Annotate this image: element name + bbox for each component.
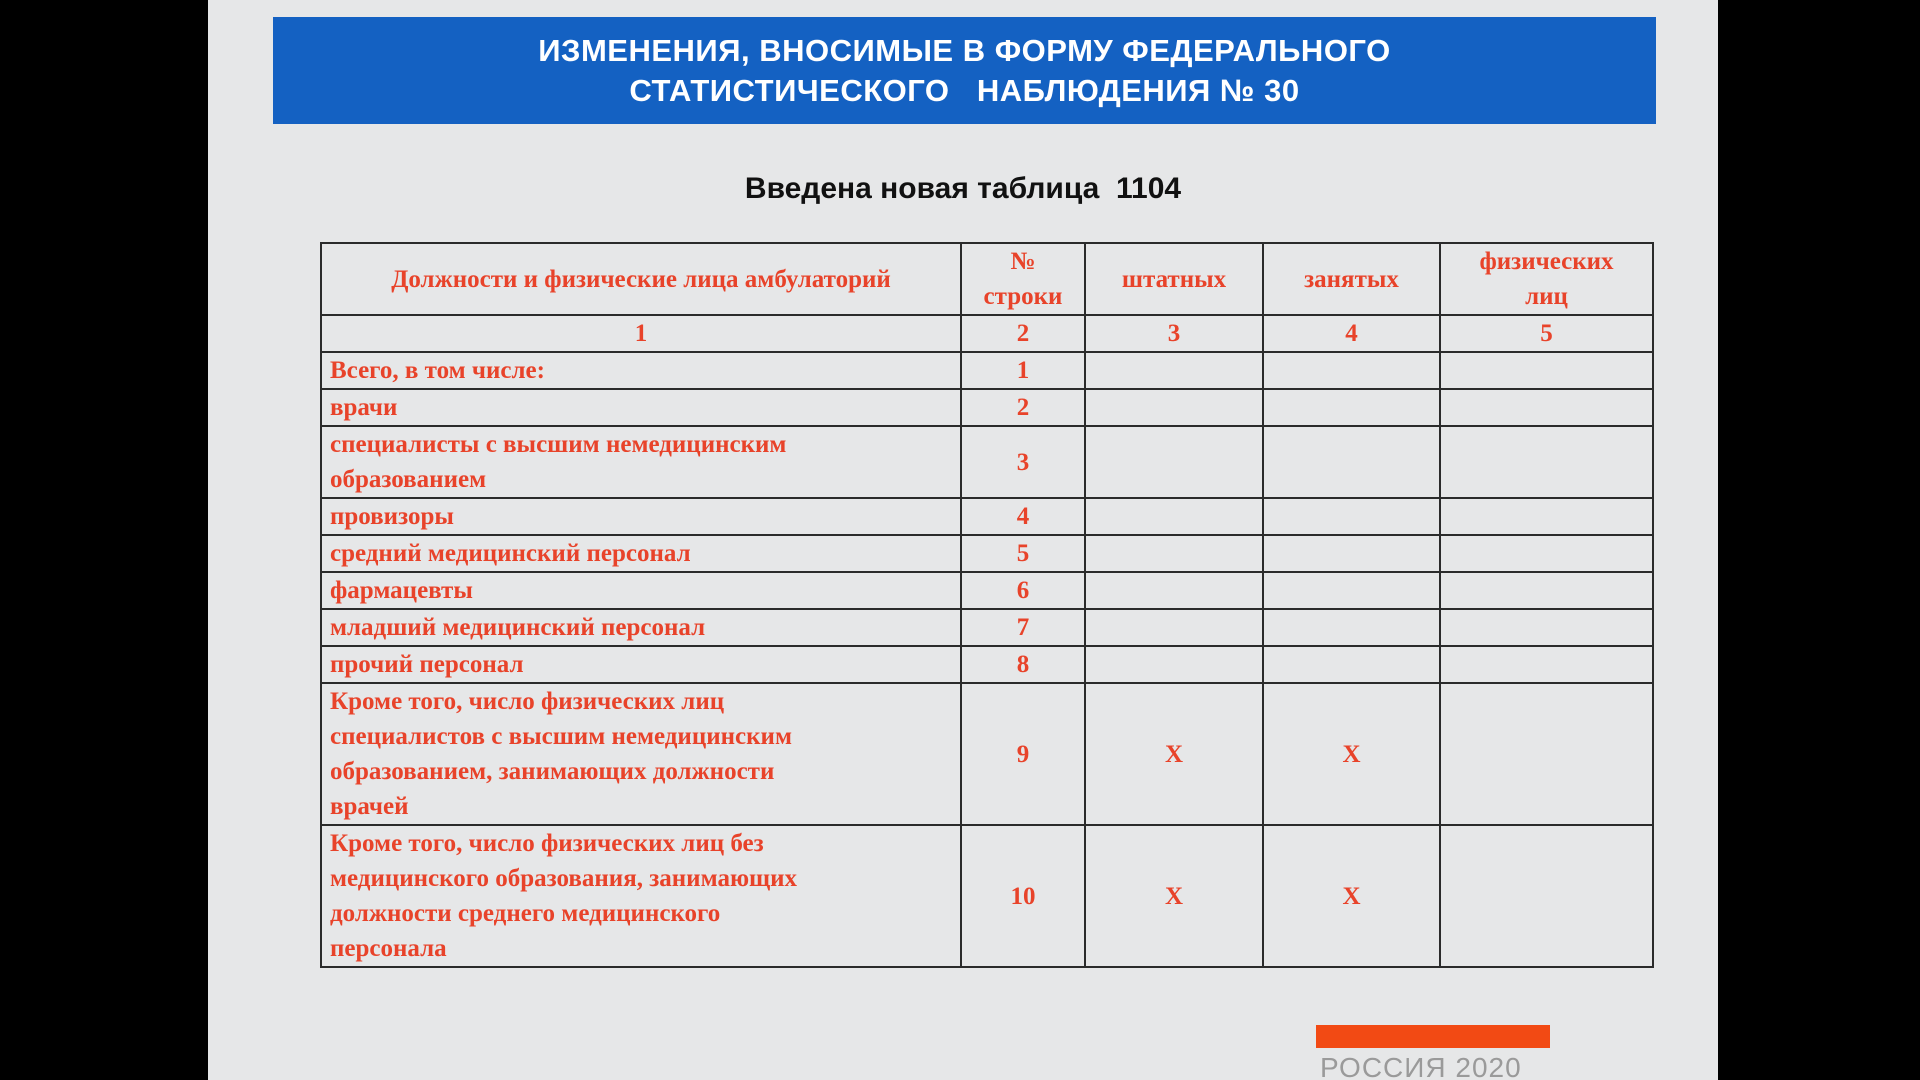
row-label-line: должности среднего медицинского (330, 900, 721, 927)
cell-individuals (1440, 825, 1653, 967)
cell-occupied (1263, 646, 1440, 683)
cell-staff (1085, 498, 1263, 535)
row-label-line: Кроме того, число физических лиц без (330, 830, 764, 857)
cell-staff (1085, 572, 1263, 609)
cell-individuals (1440, 389, 1653, 426)
table-row (321, 498, 1653, 535)
row-label: средний медицинский персонал (321, 535, 961, 572)
row-label-line: специалистов с высшим немедицинским (330, 723, 792, 750)
header-individuals-line-1: физических (1479, 248, 1614, 275)
row-number: 3 (961, 426, 1085, 498)
footer-label: РОССИЯ 2020 (1320, 1052, 1522, 1080)
cell-occupied (1263, 426, 1440, 498)
cell-occupied (1263, 352, 1440, 389)
header-title-line-2: СТАТИСТИЧЕСКОГО НАБЛЮДЕНИЯ № 30 (629, 72, 1300, 108)
row-number: 7 (961, 609, 1085, 646)
table-row (321, 683, 1653, 825)
header-row-number-line-2: строки (983, 283, 1063, 310)
row-label (321, 825, 961, 967)
header-individuals-line-2: лиц (1525, 283, 1568, 310)
cell-staff (1085, 352, 1263, 389)
header-occupied: занятых (1263, 243, 1440, 315)
header-staff: штатных (1085, 243, 1263, 315)
row-number: 10 (961, 825, 1085, 967)
row-label: Всего, в том числе: (321, 352, 961, 389)
row-label-line: специалисты с высшим немедицинским (330, 431, 787, 458)
table-row (321, 609, 1653, 646)
cell-individuals (1440, 535, 1653, 572)
footer-accent-bar (1316, 1025, 1550, 1048)
table-row (321, 426, 1653, 498)
row-label-line: медицинского образования, занимающих (330, 865, 798, 892)
column-number: 5 (1440, 315, 1653, 352)
row-label (321, 426, 961, 498)
header-row-number (961, 243, 1085, 315)
cell-staff (1085, 426, 1263, 498)
table-row (321, 352, 1653, 389)
table-row (321, 646, 1653, 683)
row-label: врачи (321, 389, 961, 426)
row-number: 9 (961, 683, 1085, 825)
cell-occupied (1263, 535, 1440, 572)
row-label: провизоры (321, 498, 961, 535)
header-positions: Должности и физические лица амбулаторий (321, 243, 961, 315)
cell-staff (1085, 389, 1263, 426)
cell-staff (1085, 535, 1263, 572)
cell-staff: X (1085, 683, 1263, 825)
cell-staff (1085, 609, 1263, 646)
row-number: 5 (961, 535, 1085, 572)
column-number: 3 (1085, 315, 1263, 352)
table-column-number-row (321, 315, 1653, 352)
row-label-line: Кроме того, число физических лиц (330, 688, 725, 715)
cell-individuals (1440, 498, 1653, 535)
table-row (321, 535, 1653, 572)
column-number: 1 (321, 315, 961, 352)
header-individuals (1440, 243, 1653, 315)
cell-individuals (1440, 646, 1653, 683)
table-row (321, 572, 1653, 609)
column-number: 4 (1263, 315, 1440, 352)
slide (208, 0, 1718, 1080)
header-row-number-line-1: № (1010, 248, 1036, 275)
cell-individuals (1440, 572, 1653, 609)
row-label: прочий персонал (321, 646, 961, 683)
row-label: фармацевты (321, 572, 961, 609)
table-subtitle: Введена новая таблица 1104 (744, 172, 1182, 205)
cell-occupied: X (1263, 825, 1440, 967)
row-number: 4 (961, 498, 1085, 535)
header-title-line-1: ИЗМЕНЕНИЯ, ВНОСИМЫЕ В ФОРМУ ФЕДЕРАЛЬНОГО (538, 32, 1391, 68)
table-row (321, 825, 1653, 967)
cell-staff (1085, 646, 1263, 683)
row-number: 1 (961, 352, 1085, 389)
header-banner (273, 17, 1656, 124)
table-header-row (321, 243, 1653, 315)
cell-individuals (1440, 683, 1653, 825)
row-number: 2 (961, 389, 1085, 426)
staff-table (320, 242, 1654, 968)
cell-occupied (1263, 609, 1440, 646)
cell-staff: X (1085, 825, 1263, 967)
cell-occupied (1263, 498, 1440, 535)
table-row (321, 389, 1653, 426)
cell-individuals (1440, 352, 1653, 389)
row-label-line: образованием, занимающих должности (330, 758, 775, 785)
row-label-line: персонала (330, 935, 447, 962)
cell-individuals (1440, 426, 1653, 498)
row-label-line: врачей (330, 793, 409, 820)
cell-occupied (1263, 572, 1440, 609)
column-number: 2 (961, 315, 1085, 352)
cell-individuals (1440, 609, 1653, 646)
cell-occupied: X (1263, 683, 1440, 825)
row-label: младший медицинский персонал (321, 609, 961, 646)
row-label (321, 683, 961, 825)
row-number: 8 (961, 646, 1085, 683)
row-label-line: образованием (330, 466, 487, 493)
row-number: 6 (961, 572, 1085, 609)
cell-occupied (1263, 389, 1440, 426)
